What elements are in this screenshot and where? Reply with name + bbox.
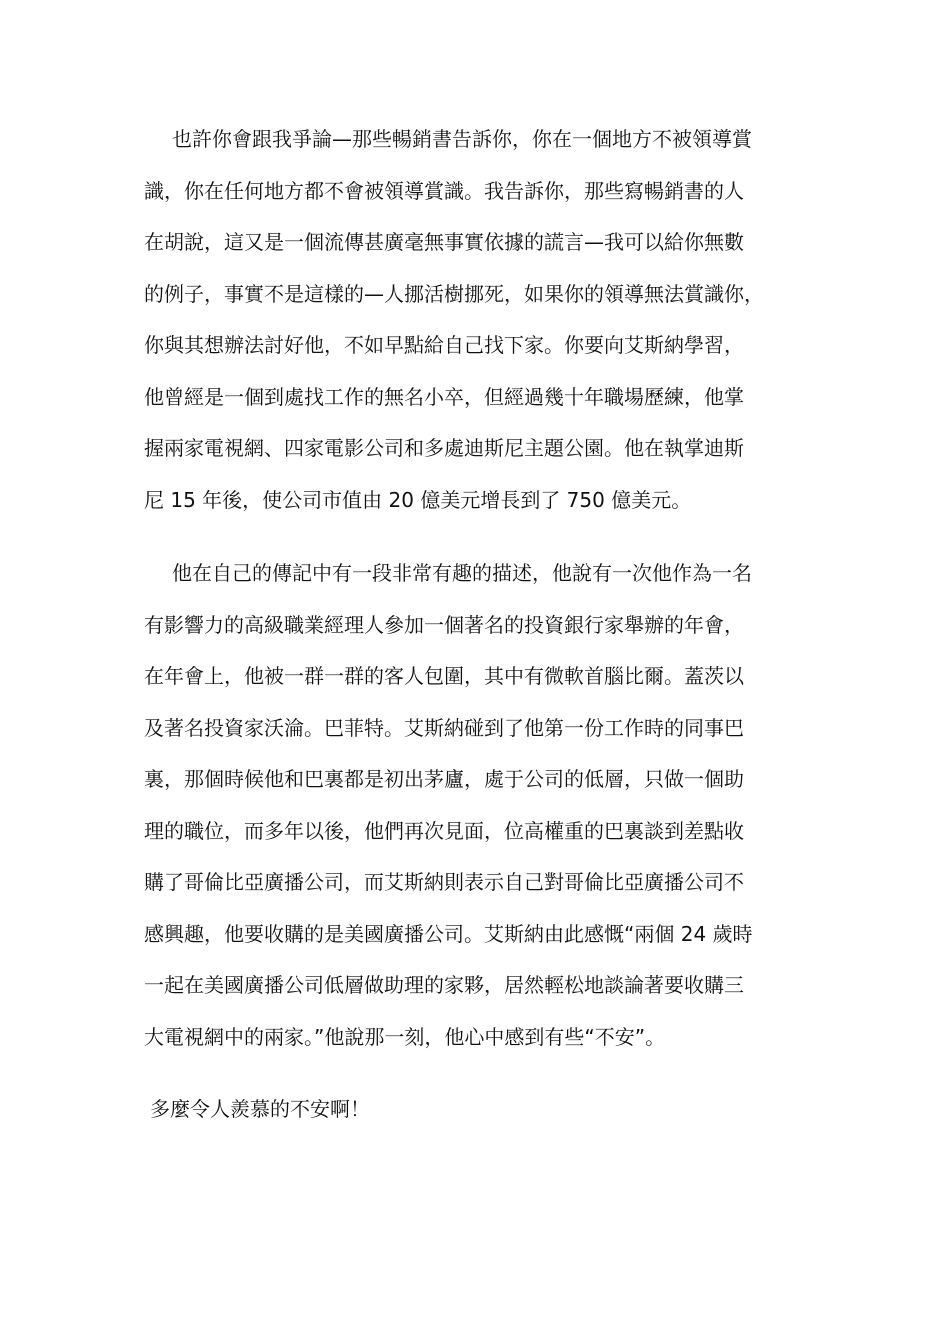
text-line: 感興趣，他要收購的是美國廣播公司。艾斯納由此感慨“兩個 24 歲時 <box>144 921 753 946</box>
text-line: 識，你在任何地方都不會被領導賞識。我告訴你，那些寫暢銷書的人 <box>144 178 744 203</box>
text-line: 在胡說，這又是一個流傳甚廣毫無事實依據的謊言—我可以給你無數 <box>144 230 744 254</box>
text-line: 你與其想辦法討好他，不如早點給自己找下家。你要向艾斯納學習， <box>144 333 744 357</box>
text-line: 握兩家電視網、四家電影公司和多處迪斯尼主題公園。他在執掌迪斯 <box>144 436 744 460</box>
text-line: 尼 15 年後，使公司市值由 20 億美元增長到了 750 億美元。 <box>144 487 692 512</box>
text-line: 他曾經是一個到處找工作的無名小卒，但經過幾十年職場歷練，他掌 <box>144 384 744 409</box>
text-line: 購了哥倫比亞廣播公司，而艾斯納則表示自己對哥倫比亞廣播公司不 <box>144 870 744 894</box>
text-line: 一起在美國廣播公司低層做助理的家夥，居然輕松地談論著要收購三 <box>144 973 744 997</box>
text-line: 大電視網中的兩家。”他說那一刻，他心中感到有些“不安”。 <box>144 1024 666 1049</box>
paragraph-2 <box>144 548 824 1063</box>
text-line: 理的職位，而多年以後，他們再次見面，位高權重的巴裏談到差點收 <box>144 818 744 843</box>
text-line: 也許你會跟我爭論—那些暢銷書告訴你，你在一個地方不被領導賞 <box>172 127 752 151</box>
text-line: 在年會上，他被一群一群的客人包圍，其中有微軟首腦比爾。蓋茨以 <box>144 664 744 688</box>
text-line: 的例子，事實不是這樣的—人挪活樹挪死，如果你的領導無法賞識你， <box>144 281 764 306</box>
text-line: 及著名投資家沃淪。巴菲特。艾斯納碰到了他第一份工作時的同事巴 <box>144 715 744 740</box>
paragraph-3 <box>150 1084 830 1136</box>
text-line: 多麼令人羨慕的不安啊！ <box>150 1097 370 1121</box>
text-line: 他在自己的傳記中有一段非常有趣的描述，他說有一次他作為一名 <box>172 561 752 585</box>
text-line: 有影響力的高級職業經理人參加一個著名的投資銀行家舉辦的年會， <box>144 612 744 637</box>
text-line: 裏，那個時候他和巴裏都是初出茅廬，處于公司的低層，只做一個助 <box>144 767 744 791</box>
paragraph-1 <box>144 114 824 526</box>
